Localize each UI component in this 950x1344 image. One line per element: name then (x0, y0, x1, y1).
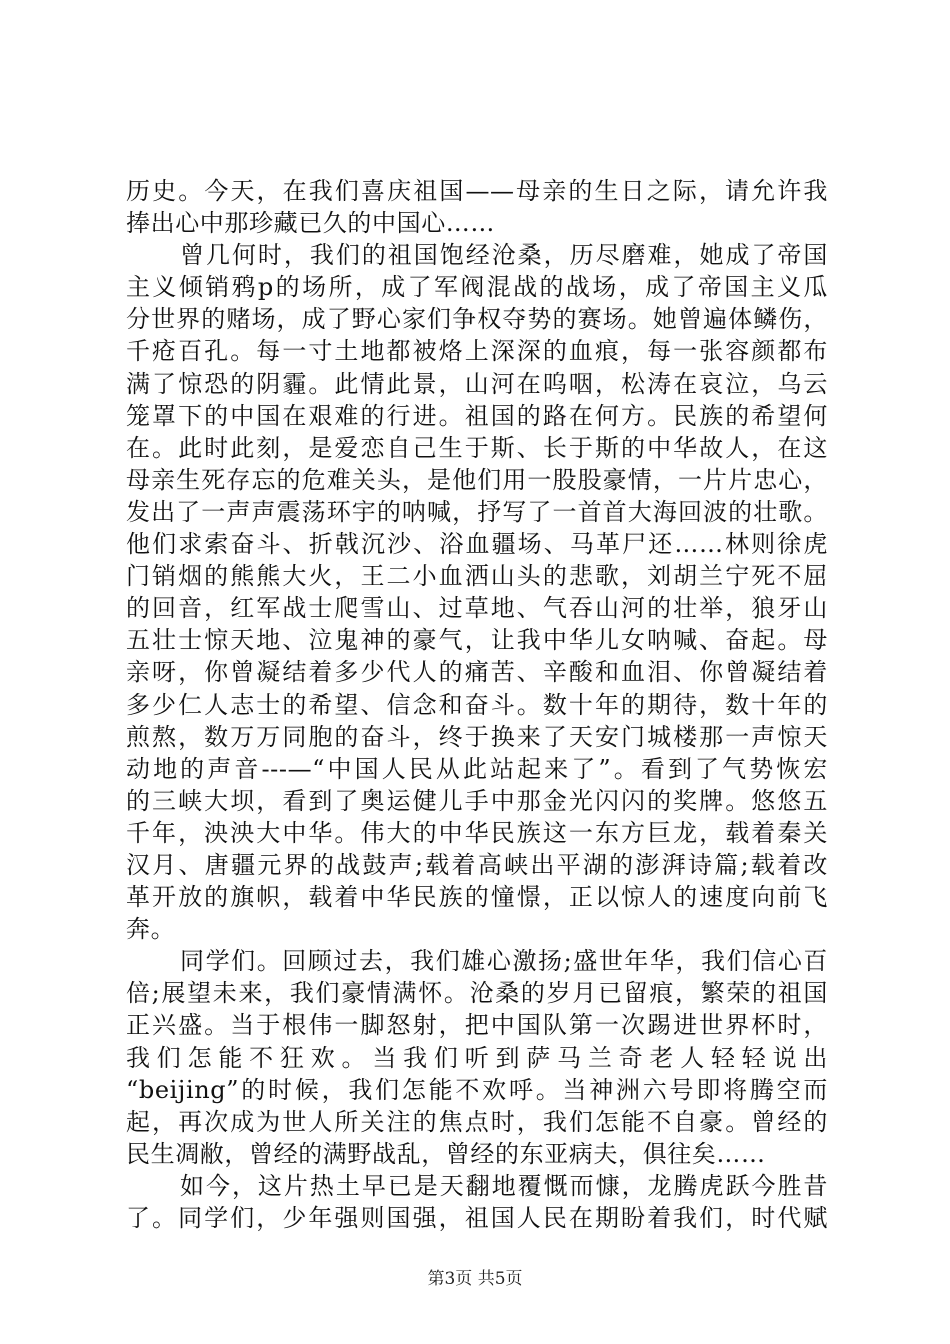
text-line: 多少仁人志士的希望、信念和奋斗。数十年的期待，数十年的 (126, 690, 828, 719)
page-footer: 第3页 共5页 (427, 1269, 523, 1289)
text-line: 了。同学们，少年强则国强，祖国人民在期盼着我们，时代赋 (126, 1204, 828, 1232)
text-line: 动地的声音---—“中国人民从此站起来了”。看到了气势恢宏 (126, 754, 828, 783)
text-line: 倍;展望未来，我们豪情满怀。沧桑的岁月已留痕，繁荣的祖国 (126, 979, 828, 1008)
text-line: 我们怎能不狂欢。当我们听到萨马兰奇老人轻轻说出 (126, 1043, 828, 1072)
text-line: 正兴盛。当于根伟一脚怒射，把中国队第一次踢进世界杯时， (126, 1011, 828, 1040)
text-line: 捧出心中那珍藏已久的中国心…… (126, 209, 495, 238)
text-line: 满了惊恐的阴霾。此情此景，山河在呜咽，松涛在哀泣，乌云 (126, 369, 828, 398)
text-line: 如今，这片热土早已是天翻地覆慨而慷，龙腾虎跃今胜昔 (180, 1171, 828, 1200)
text-line: 五壮士惊天地、泣鬼神的豪气，让我中华儿女呐喊、奋起。母 (126, 626, 828, 655)
text-line: 革开放的旗帜，载着中华民族的憧憬，正以惊人的速度向前飞 (126, 883, 828, 912)
text-line: 主义倾销鸦p的场所，成了军阀混战的战场，成了帝国主义瓜 (126, 273, 828, 302)
text-line: 奔。 (126, 915, 176, 944)
text-line: 千年，泱泱大中华。伟大的中华民族这一东方巨龙，载着秦关 (126, 818, 828, 847)
text-line: 他们求索奋斗、折戟沉沙、浴血疆场、马革尸还……林则徐虎 (126, 530, 828, 559)
text-line: 民生凋敝，曾经的满野战乱，曾经的东亚病夫，俱往矣…… (126, 1139, 766, 1168)
text-line: 千疮百孔。每一寸土地都被烙上深深的血痕，每一张容颜都布 (126, 337, 828, 366)
text-line: 门销烟的熊熊大火，王二小血洒山头的悲歌，刘胡兰宁死不屈 (126, 562, 828, 591)
text-line: 的回音，红军战士爬雪山、过草地、气吞山河的壮举，狼牙山 (126, 594, 828, 623)
text-line: 亲呀，你曾凝结着多少代人的痛苦、辛酸和血泪、你曾凝结着 (126, 658, 828, 687)
text-line: 同学们。回顾过去，我们雄心激扬;盛世年华，我们信心百 (180, 947, 828, 976)
text-line: 母亲生死存忘的危难关头，是他们用一股股豪情，一片片忠心， (126, 465, 828, 494)
text-line: 分世界的赌场，成了野心家们争权夺势的赛场。她曾遍体鳞伤， (126, 305, 828, 334)
body-text (126, 175, 828, 1234)
text-line: 历史。今天，在我们喜庆祖国——母亲的生日之际，请允许我 (126, 177, 828, 205)
text-line: 的三峡大坝，看到了奥运健儿手中那金光闪闪的奖牌。悠悠五 (126, 786, 828, 815)
text-line: 发出了一声声震荡环宇的呐喊，抒写了一首首大海回波的壮歌。 (126, 497, 828, 526)
text-line: 曾几何时，我们的祖国饱经沧桑，历尽磨难，她成了帝国 (180, 241, 828, 270)
text-line: 汉月、唐疆元界的战鼓声;载着高峡出平湖的澎湃诗篇;载着改 (126, 850, 828, 879)
text-line: 煎熬，数万万同胞的奋斗，终于换来了天安门城楼那一声惊天 (126, 722, 828, 751)
text-line: 起，再次成为世人所关注的焦点时，我们怎能不自豪。曾经的 (126, 1107, 828, 1136)
text-line: 笼罩下的中国在艰难的行进。祖国的路在何方。民族的希望何 (126, 401, 828, 430)
text-line: 在。此时此刻，是爱恋自己生于斯、长于斯的中华故人，在这 (126, 433, 828, 462)
text-line: “beijing”的时候，我们怎能不欢呼。当神洲六号即将腾空而 (126, 1075, 828, 1104)
